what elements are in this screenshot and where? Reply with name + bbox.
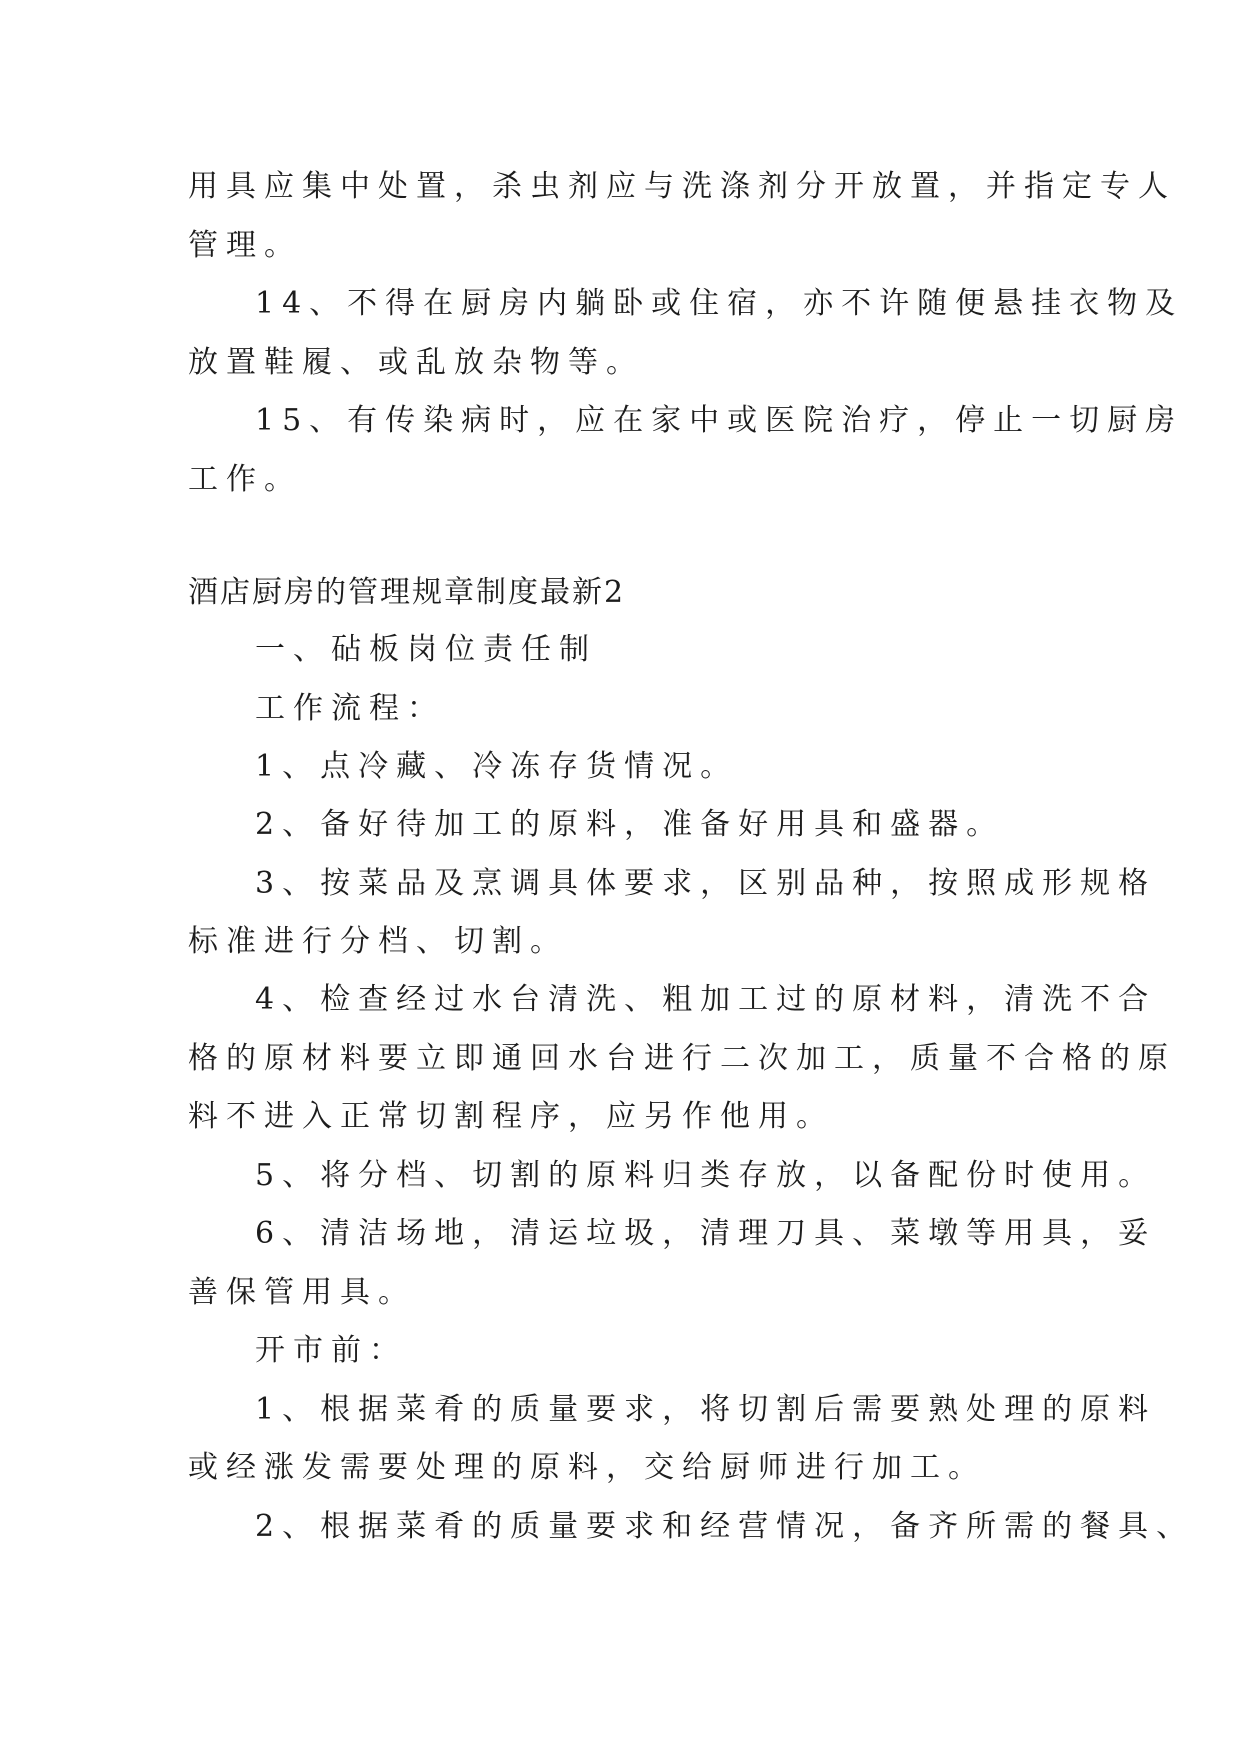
text-line: 工作。 (188, 462, 302, 497)
text-line: 用具应集中处置，杀虫剂应与洗涤剂分开放置，并指定专人 (188, 169, 1176, 204)
text-line: 标准进行分档、切割。 (188, 924, 568, 959)
list-item-15: 15、有传染病时，应在家中或医院治疗，停止一切厨房 (255, 403, 1184, 438)
text-line: 格的原材料要立即通回水台进行二次加工，质量不合格的原 (188, 1041, 1176, 1076)
list-item-2: 2、备好待加工的原料，准备好用具和盛器。 (255, 807, 1005, 842)
workflow-label: 工作流程： (255, 691, 445, 726)
list-item-14: 14、不得在厨房内躺卧或住宿，亦不许随便悬挂衣物及 (255, 286, 1184, 321)
text-line: 或经涨发需要处理的原料，交给厨师进行加工。 (188, 1450, 986, 1485)
subsection-heading: 一、砧板岗位责任制 (255, 632, 597, 667)
list-item-6: 6、清洁场地，清运垃圾，清理刀具、菜墩等用具，妥 (255, 1216, 1157, 1251)
list-item-4: 4、检查经过水台清洗、粗加工过的原材料，清洗不合 (255, 982, 1157, 1017)
text-line: 放置鞋履、或乱放杂物等。 (188, 345, 644, 380)
list-item-2: 2、根据菜肴的质量要求和经营情况，备齐所需的餐具、 (255, 1509, 1195, 1544)
list-item-1: 1、根据菜肴的质量要求，将切割后需要熟处理的原料 (255, 1392, 1157, 1427)
text-line: 料不进入正常切割程序，应另作他用。 (188, 1099, 834, 1134)
list-item-1: 1、点冷藏、冷冻存货情况。 (255, 749, 739, 784)
pre-opening-label: 开市前： (255, 1333, 407, 1368)
list-item-5: 5、将分档、切割的原料归类存放，以备配份时使用。 (255, 1158, 1157, 1193)
text-line: 善保管用具。 (188, 1275, 416, 1310)
list-item-3: 3、按菜品及烹调具体要求，区别品种，按照成形规格 (255, 866, 1157, 901)
text-line: 管理。 (188, 228, 302, 263)
section-title: 酒店厨房的管理规章制度最新2 (188, 575, 626, 610)
